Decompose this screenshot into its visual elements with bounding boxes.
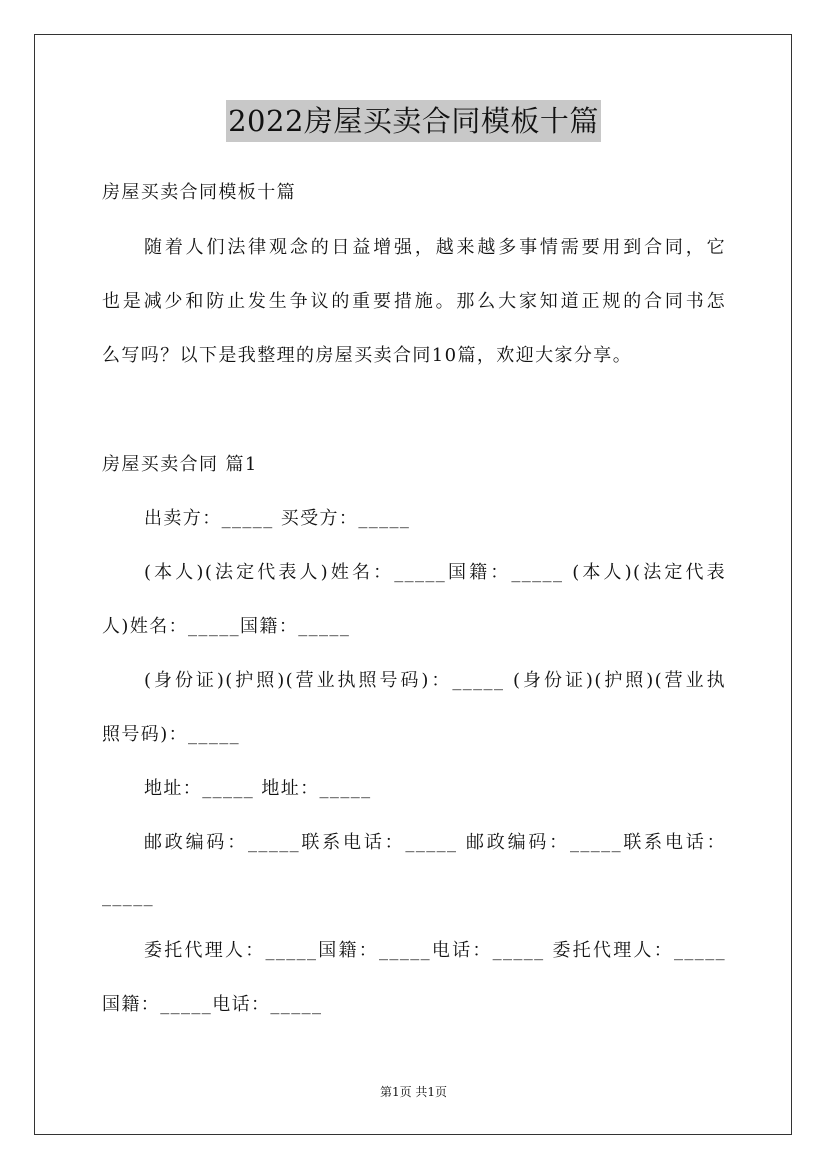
clause-line: 照号码)：_____ xyxy=(102,724,241,745)
intro-line: 么写吗？以下是我整理的房屋买卖合同10篇，欢迎大家分享。 xyxy=(102,345,633,366)
clause-line: 人)姓名：_____国籍：_____ xyxy=(102,616,351,637)
clause-line: 邮政编码：_____联系电话：_____ 邮政编码：_____联系电话： xyxy=(144,832,726,853)
clause-line: _____ xyxy=(102,886,154,907)
clause-line: (身份证)(护照)(营业执照号码)：_____ (身份证)(护照)(营业执 xyxy=(144,670,726,691)
clause-line: 国籍：_____电话：_____ xyxy=(102,994,323,1015)
title-container xyxy=(0,100,827,142)
clause-line: 出卖方：_____ 买受方：_____ xyxy=(144,508,411,529)
document-subtitle: 房屋买卖合同模板十篇 xyxy=(102,182,296,203)
intro-line: 随着人们法律观念的日益增强，越来越多事情需要用到合同，它 xyxy=(144,237,726,258)
document-title: 2022房屋买卖合同模板十篇 xyxy=(226,100,601,142)
clause-line: 地址：_____ 地址：_____ xyxy=(144,778,372,799)
intro-line: 也是减少和防止发生争议的重要措施。那么大家知道正规的合同书怎 xyxy=(102,291,726,312)
clause-line: 委托代理人：_____国籍：_____电话：_____ 委托代理人：_____ xyxy=(144,940,726,961)
section-heading: 房屋买卖合同 篇1 xyxy=(102,454,258,475)
page-number: 第1页 共1页 xyxy=(379,1085,448,1099)
clause-line: (本人)(法定代表人)姓名：_____国籍：_____ (本人)(法定代表 xyxy=(144,562,726,583)
